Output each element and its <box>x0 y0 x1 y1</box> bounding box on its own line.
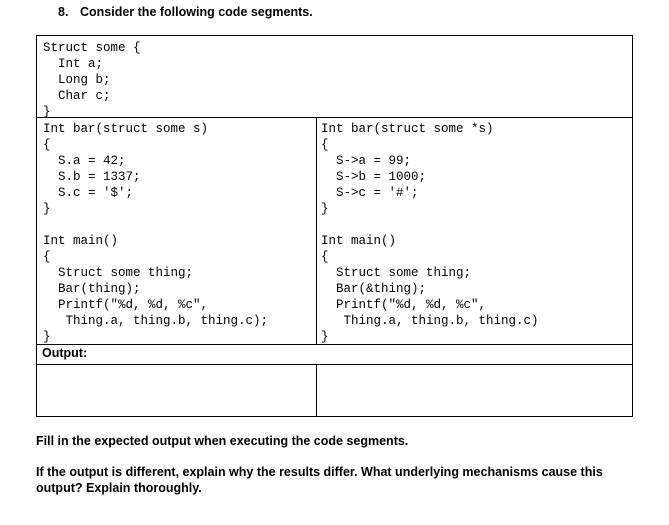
left-output-answer-cell[interactable] <box>43 370 311 410</box>
right-function-cell <box>321 121 494 217</box>
left-main-function-code: Int main() { Struct some thing; Bar(thing); Printf("%d, %d, %c", Thing.a, thing.b, thing.c); } <box>43 234 269 344</box>
left-bar-function-code: Int bar(struct some s) { S.a = 42; S.b = 1337; S.c = '$'; } <box>43 122 209 216</box>
instruction-explain-difference: If the output is different, explain why the results differ. What underlying mechanisms cause this output? Explain thoroughly. <box>36 464 603 495</box>
table-divider-answer <box>37 364 632 365</box>
instruction-fill-output: Fill in the expected output when executing the code segments. <box>36 434 409 448</box>
table-divider-header <box>37 117 632 118</box>
output-label: Output: <box>42 346 88 360</box>
right-main-cell <box>321 233 539 345</box>
column-divider <box>316 117 317 344</box>
question-text: Consider the following code segments. <box>80 5 313 19</box>
right-output-answer-cell[interactable] <box>322 370 627 410</box>
struct-definition-code: Struct some { Int a; Long b; Char c; } <box>43 41 141 119</box>
right-main-function-code: Int main() { Struct some thing; Bar(&thing); Printf("%d, %d, %c", Thing.a, thing.b, thing.c) } <box>321 234 539 344</box>
left-function-cell <box>43 121 208 217</box>
left-main-cell <box>43 233 268 345</box>
right-bar-function-code: Int bar(struct some *s) { S->a = 99; S->b = 1000; S->c = '#'; } <box>321 122 494 216</box>
question-heading <box>58 5 313 19</box>
instructions <box>36 433 646 511</box>
struct-definition-cell <box>43 40 141 120</box>
code-table <box>36 35 633 417</box>
question-number: 8. <box>58 5 69 19</box>
output-column-divider <box>316 364 317 417</box>
